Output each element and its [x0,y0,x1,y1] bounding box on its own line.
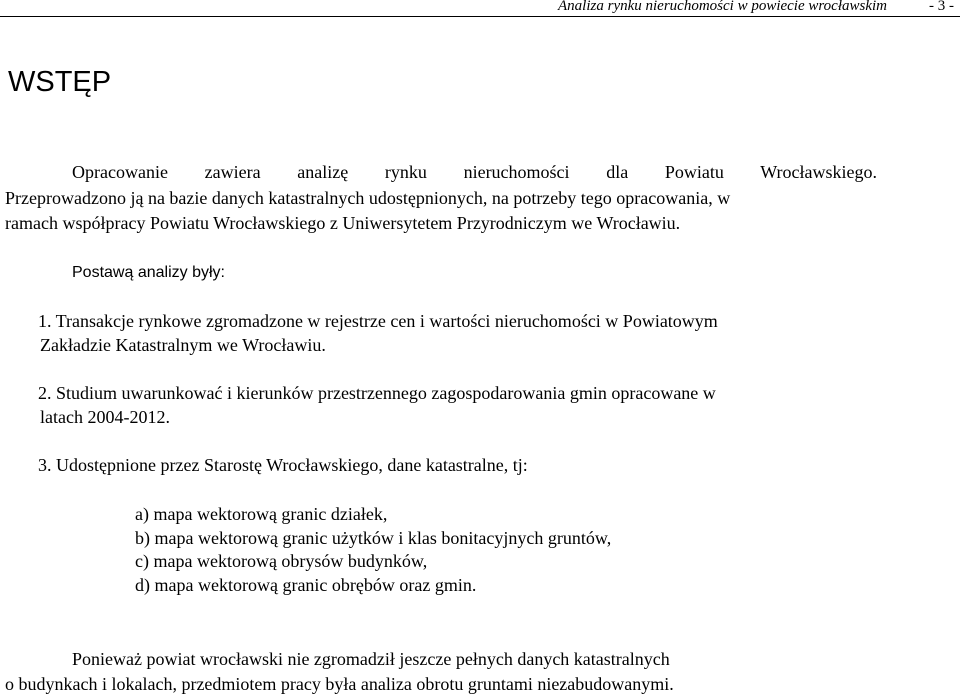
source-item-1-line-2: Zakładzie Katastralnym we Wrocławiu. [40,334,326,355]
list-item: d) mapa wektorową granic obrębów oraz gmin. [135,574,477,595]
source-item-1-line-1: 1. Transakcje rynkowe zgromadzone w rejestrze cen i wartości nieruchomości w Powiatowym [38,311,718,331]
source-item-3-line-1: 3. Udostępnione przez Starostę Wrocławskiego, dane katastralne, tj: [38,455,528,475]
list-item: a) mapa wektorową granic działek, [135,504,388,524]
source-item-2 [38,382,716,429]
source-item-2-line-2: latach 2004-2012. [40,406,170,427]
source-item-1 [38,310,718,357]
header-rule [0,16,960,17]
basis-label: Postawą analizy były: [72,264,225,281]
intro-line-3: ramach współpracy Powiatu Wrocławskiego z Uniwersytetem Przyrodniczym we Wrocławiu. [5,213,681,233]
closing-line-2: o budynkach i lokalach, przedmiotem pracy była analiza obrotu gruntami niezabudowanymi. [5,674,674,694]
source-item-3 [38,454,528,478]
page-number: - 3 - [929,0,954,14]
list-item: c) mapa wektorową obrysów budynków, [135,551,428,571]
intro-line-2: Przeprowadzono ją na bazie danych katastralnych udostępnionych, na potrzeby tego opracowania, w [5,188,731,208]
cadastral-data-list [135,503,611,597]
source-item-2-line-1: 2. Studium uwarunkować i kierunków przestrzennego zagospodarowania gmin opracowane w [38,383,716,403]
section-heading: WSTĘP [8,66,112,98]
list-item: b) mapa wektorową granic użytków i klas bonitacyjnych gruntów, [135,527,612,548]
page-header [0,0,960,16]
closing-line-1: Ponieważ powiat wrocławski nie zgromadził jeszcze pełnych danych katastralnych [72,649,670,669]
intro-line-1: Opracowanie zawiera analizę rynku nieruchomości dla Powiatu Wrocławskiego. [72,162,877,182]
header-title: Analiza rynku nieruchomości w powiecie wrocławskim [558,0,887,14]
